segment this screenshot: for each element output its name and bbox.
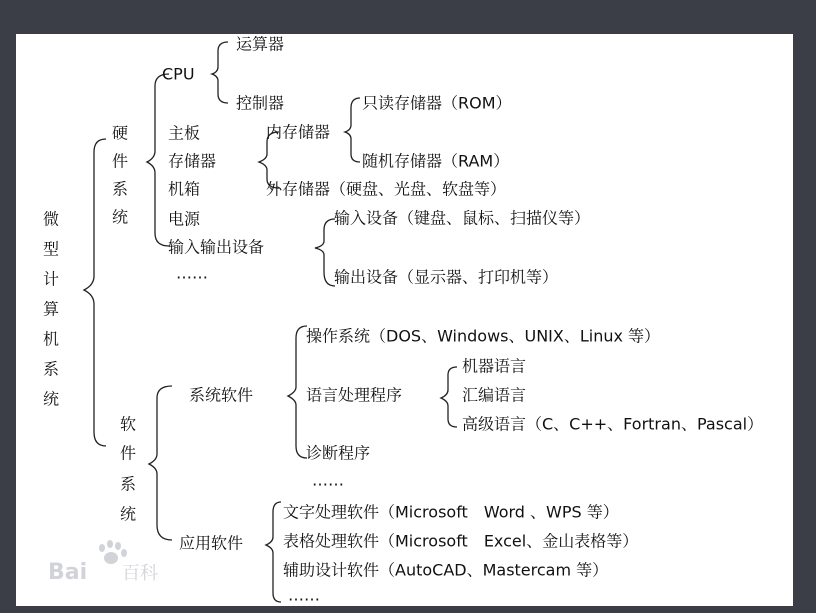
rom: 只读存储器（ROM） (362, 93, 512, 113)
root-label-char-4: 算 (42, 299, 60, 319)
software-brace (149, 386, 172, 540)
operating-systems: 操作系统（DOS、Windows、UNIX、Linux 等） (306, 326, 661, 346)
diagnostic-programs: 诊断程序 (306, 443, 371, 463)
hardware-title-char-3: 系 (111, 179, 129, 199)
root-label-char-1: 微 (42, 209, 60, 229)
language-processors: 语言处理程序 (306, 385, 403, 405)
hardware-item-case: 机箱 (168, 179, 201, 199)
software-title-char-3: 系 (119, 474, 137, 494)
hardware-title-char-4: 统 (111, 207, 129, 227)
hardware-title-char-1: 硬 (111, 123, 129, 143)
cpu-controller: 控制器 (236, 93, 285, 113)
system-software-more: …… (312, 470, 344, 490)
application-brace (266, 502, 281, 602)
root-brace (84, 139, 106, 446)
hardware-item-power: 电源 (168, 209, 201, 229)
hardware-item-cpu: CPU (162, 64, 195, 84)
hardware-item-more: …… (176, 263, 208, 283)
system-software-brace (288, 326, 307, 458)
computer-system-tree-diagram (16, 34, 793, 606)
system-software-label: 系统软件 (189, 385, 254, 405)
cad-software: 辅助设计软件（AutoCAD、Mastercam 等） (283, 560, 609, 580)
hardware-title-char-2: 件 (111, 151, 129, 171)
hardware-brace (147, 74, 169, 246)
internal-storage: 内存储器 (266, 122, 331, 142)
application-software-more: …… (288, 585, 320, 605)
spreadsheets: 表格处理软件（Microsoft Excel、金山表格等） (283, 531, 639, 551)
languages-brace (441, 367, 457, 427)
software-title-char-4: 统 (119, 504, 137, 524)
cpu-brace (212, 42, 228, 103)
watermark-logo-text: Bai (48, 560, 88, 585)
word-processing: 文字处理软件（Microsoft Word 、WPS 等） (283, 502, 619, 522)
io-brace (315, 219, 335, 286)
software-title-char-2: 件 (119, 443, 137, 463)
root-label-char-6: 系 (42, 359, 60, 379)
input-devices: 输入设备（键盘、鼠标、扫描仪等） (334, 208, 591, 228)
root-label-char-7: 统 (42, 389, 60, 409)
root-label-char-5: 机 (42, 329, 60, 349)
paw-logo-icon (99, 540, 127, 564)
baidu-watermark (48, 540, 158, 585)
root-label-char-3: 计 (42, 269, 60, 289)
internal-storage-brace (345, 98, 360, 162)
machine-language: 机器语言 (462, 356, 527, 376)
output-devices: 输出设备（显示器、打印机等） (334, 267, 559, 287)
hardware-item-storage: 存储器 (168, 151, 217, 171)
hardware-item-motherboard: 主板 (168, 123, 201, 143)
diagram-panel (16, 34, 793, 606)
assembly-language: 汇编语言 (462, 385, 527, 405)
software-title-char-1: 软 (119, 414, 137, 434)
high-level-language: 高级语言（C、C++、Fortran、Pascal） (462, 414, 764, 434)
cpu-alu: 运算器 (236, 34, 285, 54)
application-software-label: 应用软件 (179, 533, 244, 553)
root-label-char-2: 型 (42, 239, 60, 259)
hardware-item-io: 输入输出设备 (168, 237, 265, 257)
ram: 随机存储器（RAM） (362, 151, 510, 171)
external-storage: 外存储器（硬盘、光盘、软盘等） (266, 179, 507, 199)
watermark-logo-tail: 百科 (122, 563, 158, 584)
